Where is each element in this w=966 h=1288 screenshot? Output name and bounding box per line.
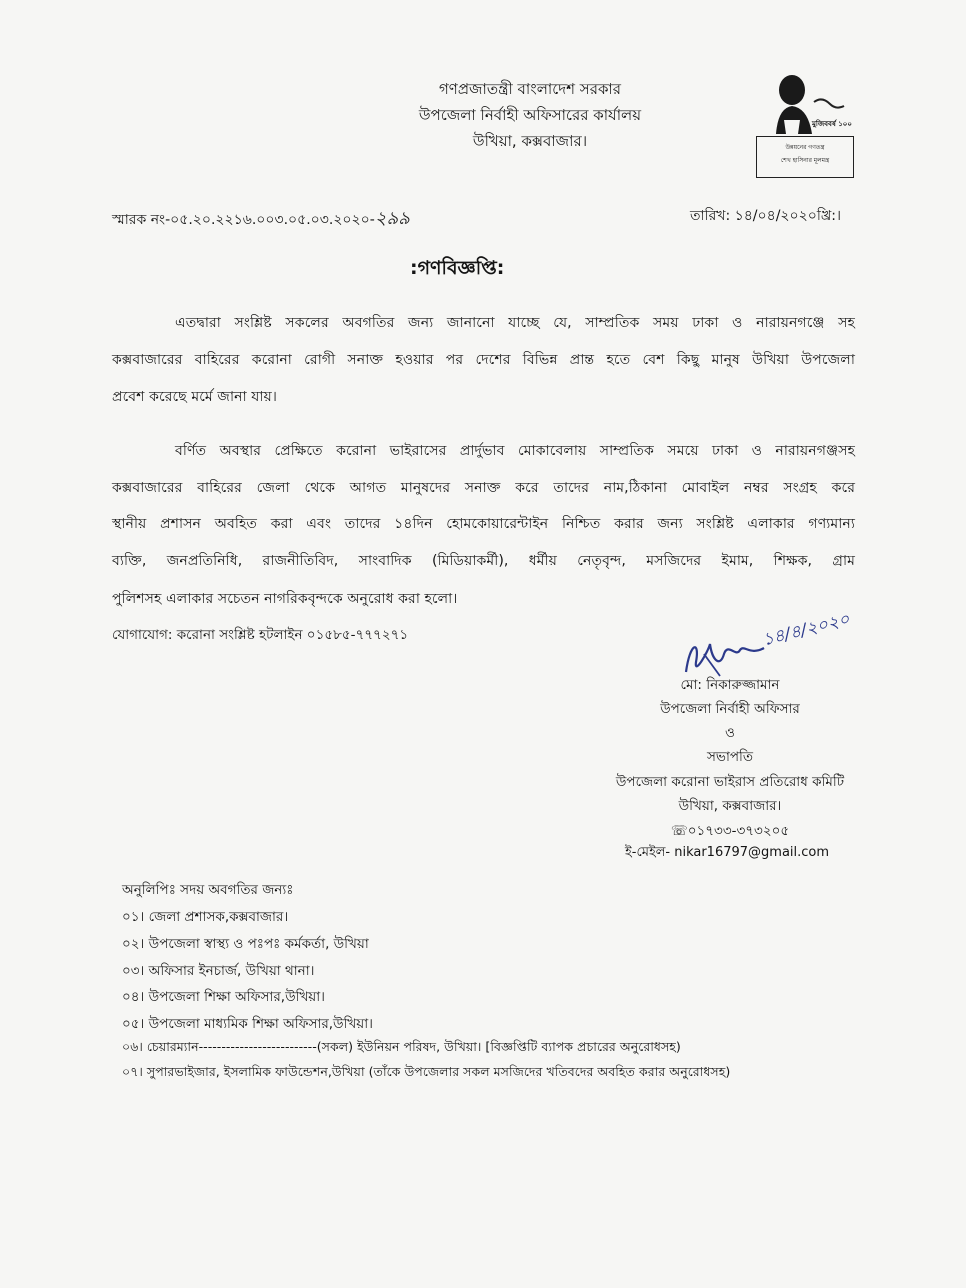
memo-ref-number: স্মারক নং-০৫.২০.২২১৬.০০৩.০৫.০৩.২০২০- — [112, 212, 375, 228]
signatory-and: ও — [725, 725, 735, 741]
committee-name: উপজেলা করোনা ভাইরাস প্রতিরোধ কমিটি — [615, 774, 845, 790]
header-line-1: গণপ্রজাতন্ত্রী বাংলাদেশ সরকার — [438, 80, 622, 98]
slogan-box — [756, 136, 854, 178]
signatory-role: সভাপতি — [706, 749, 754, 765]
slogan-line-2: শেখ হাসিনার মূলমন্ত্র — [780, 157, 830, 164]
paragraph-1-line-3: প্রবেশ করেছে মর্মে জানা যায়। — [112, 389, 277, 405]
signatory-location: উখিয়া, কক্সবাজার। — [678, 798, 782, 814]
paragraph-2-line-2: কক্সবাজারের বাহিরের জেলা থেকে আগত মানুষদের সনাক্ত করে তাদের নাম,ঠিকানা মোবাইল নম্বর সংগ্রহ করে — [112, 480, 855, 496]
memo-date: তারিখ: ১৪/০৪/২০২০খ্রি:। — [690, 208, 841, 224]
paragraph-2-line-3: স্থানীয় প্রশাসন অবহিত করা এবং তাদের ১৪দিন হোমকোয়ারেন্টাইন নিশ্চিত করার জন্য সংশ্লিষ্ট এলাকার গণ্যমান্য — [112, 516, 855, 532]
header-line-3: উখিয়া, কক্সবাজার। — [472, 132, 588, 150]
copy-item-5: ০৫। উপজেলা মাধ্যমিক শিক্ষা অফিসার,উখিয়া। — [122, 1016, 373, 1032]
signatory-designation: উপজেলা নির্বাহী অফিসার — [660, 701, 800, 717]
paragraph-1-line-1: এতদ্বারা সংশ্লিষ্ট সকলের অবগতির জন্য জানানো যাচ্ছে যে, সাম্প্রতিক সময় ঢাকা ও নারায়নগঞ্জে সহ — [175, 315, 855, 331]
signatory-email: ই-মেইল- nikar16797@gmail.com — [625, 845, 830, 860]
copy-item-6: ০৬। চেয়ারম্যান--------------------------(সকল) ইউনিয়ন পরিষদ, উখিয়া। [বিজ্ঞপ্তিটি ব্যাপক প্রচারের অনুরোধসহ) — [122, 1039, 681, 1054]
signature-date: ১৪/৪/২০২০ — [760, 609, 852, 651]
paragraph-2-line-1: বর্ণিত অবস্থার প্রেক্ষিতে করোনা ভাইরাসের প্রার্দুভাব মোকাবেলায় সাম্প্রতিক সময়ে ঢাকা ও নারায়নগঞ্জসহ — [175, 443, 855, 459]
paragraph-2-line-5: পুলিশসহ এলাকার সচেতন নাগরিকবৃন্দকে অনুরোধ করা হলো। — [112, 591, 458, 607]
hotline-contact: যোগাযোগ: করোনা সংশ্লিষ্ট হটলাইন ০১৫৮৫-৭৭৭২৭১ — [112, 627, 409, 643]
signatory-phone: ☏০১৭৩৩-৩৭৩২০৫ — [670, 823, 790, 839]
memo-ref-handwritten: ২৯৯ — [374, 208, 410, 229]
memo-reference — [112, 204, 410, 235]
header-line-2: উপজেলা নির্বাহী অফিসারের কার্যালয় — [418, 106, 642, 124]
notice-title: :গণবিজ্ঞপ্তি: — [410, 257, 505, 279]
copy-item-2: ০২। উপজেলা স্বাস্থ্য ও পঃপঃ কর্মকর্তা, উখিয়া — [122, 936, 369, 952]
slogan-line-1: উন্নয়নের গণতন্ত্র — [785, 144, 825, 151]
paragraph-1-line-2: কক্সবাজারের বাহিরের করোনা রোগী সনাক্ত হওয়ার পর দেশের বিভিন্ন প্রান্ত হতে বেশ কিছু মানুষ উখিয়া উপজেলা — [112, 352, 855, 368]
copies-heading: অনুলিপিঃ সদয় অবগতির জন্যঃ — [122, 882, 294, 898]
logo-badge-text: মুজিববর্ষ ১০০ — [812, 120, 852, 128]
copy-item-7: ০৭। সুপারভাইজার, ইসলামিক ফাউন্ডেশন,উখিয়া (তাঁকে উপজেলার সকল মসজিদের খতিবদের অবহিত করার অনুরোধসহ) — [122, 1064, 731, 1079]
paragraph-2-line-4: ব্যক্তি, জনপ্রতিনিধি, রাজনীতিবিদ, সাংবাদিক (মিডিয়াকর্মী), ধর্মীয় নেতৃবৃন্দ, মসজিদের ইমাম, শিক্ষক, গ্রাম — [112, 553, 855, 569]
copy-item-4: ০৪। উপজেলা শিক্ষা অফিসার,উখিয়া। — [122, 989, 326, 1005]
signatory-name: মো: নিকারুজ্জামান — [680, 677, 780, 693]
copy-item-3: ০৩। অফিসার ইনচার্জ, উখিয়া থানা। — [122, 963, 315, 979]
copy-item-1: ০১। জেলা প্রশাসক,কক্সবাজার। — [122, 909, 289, 925]
